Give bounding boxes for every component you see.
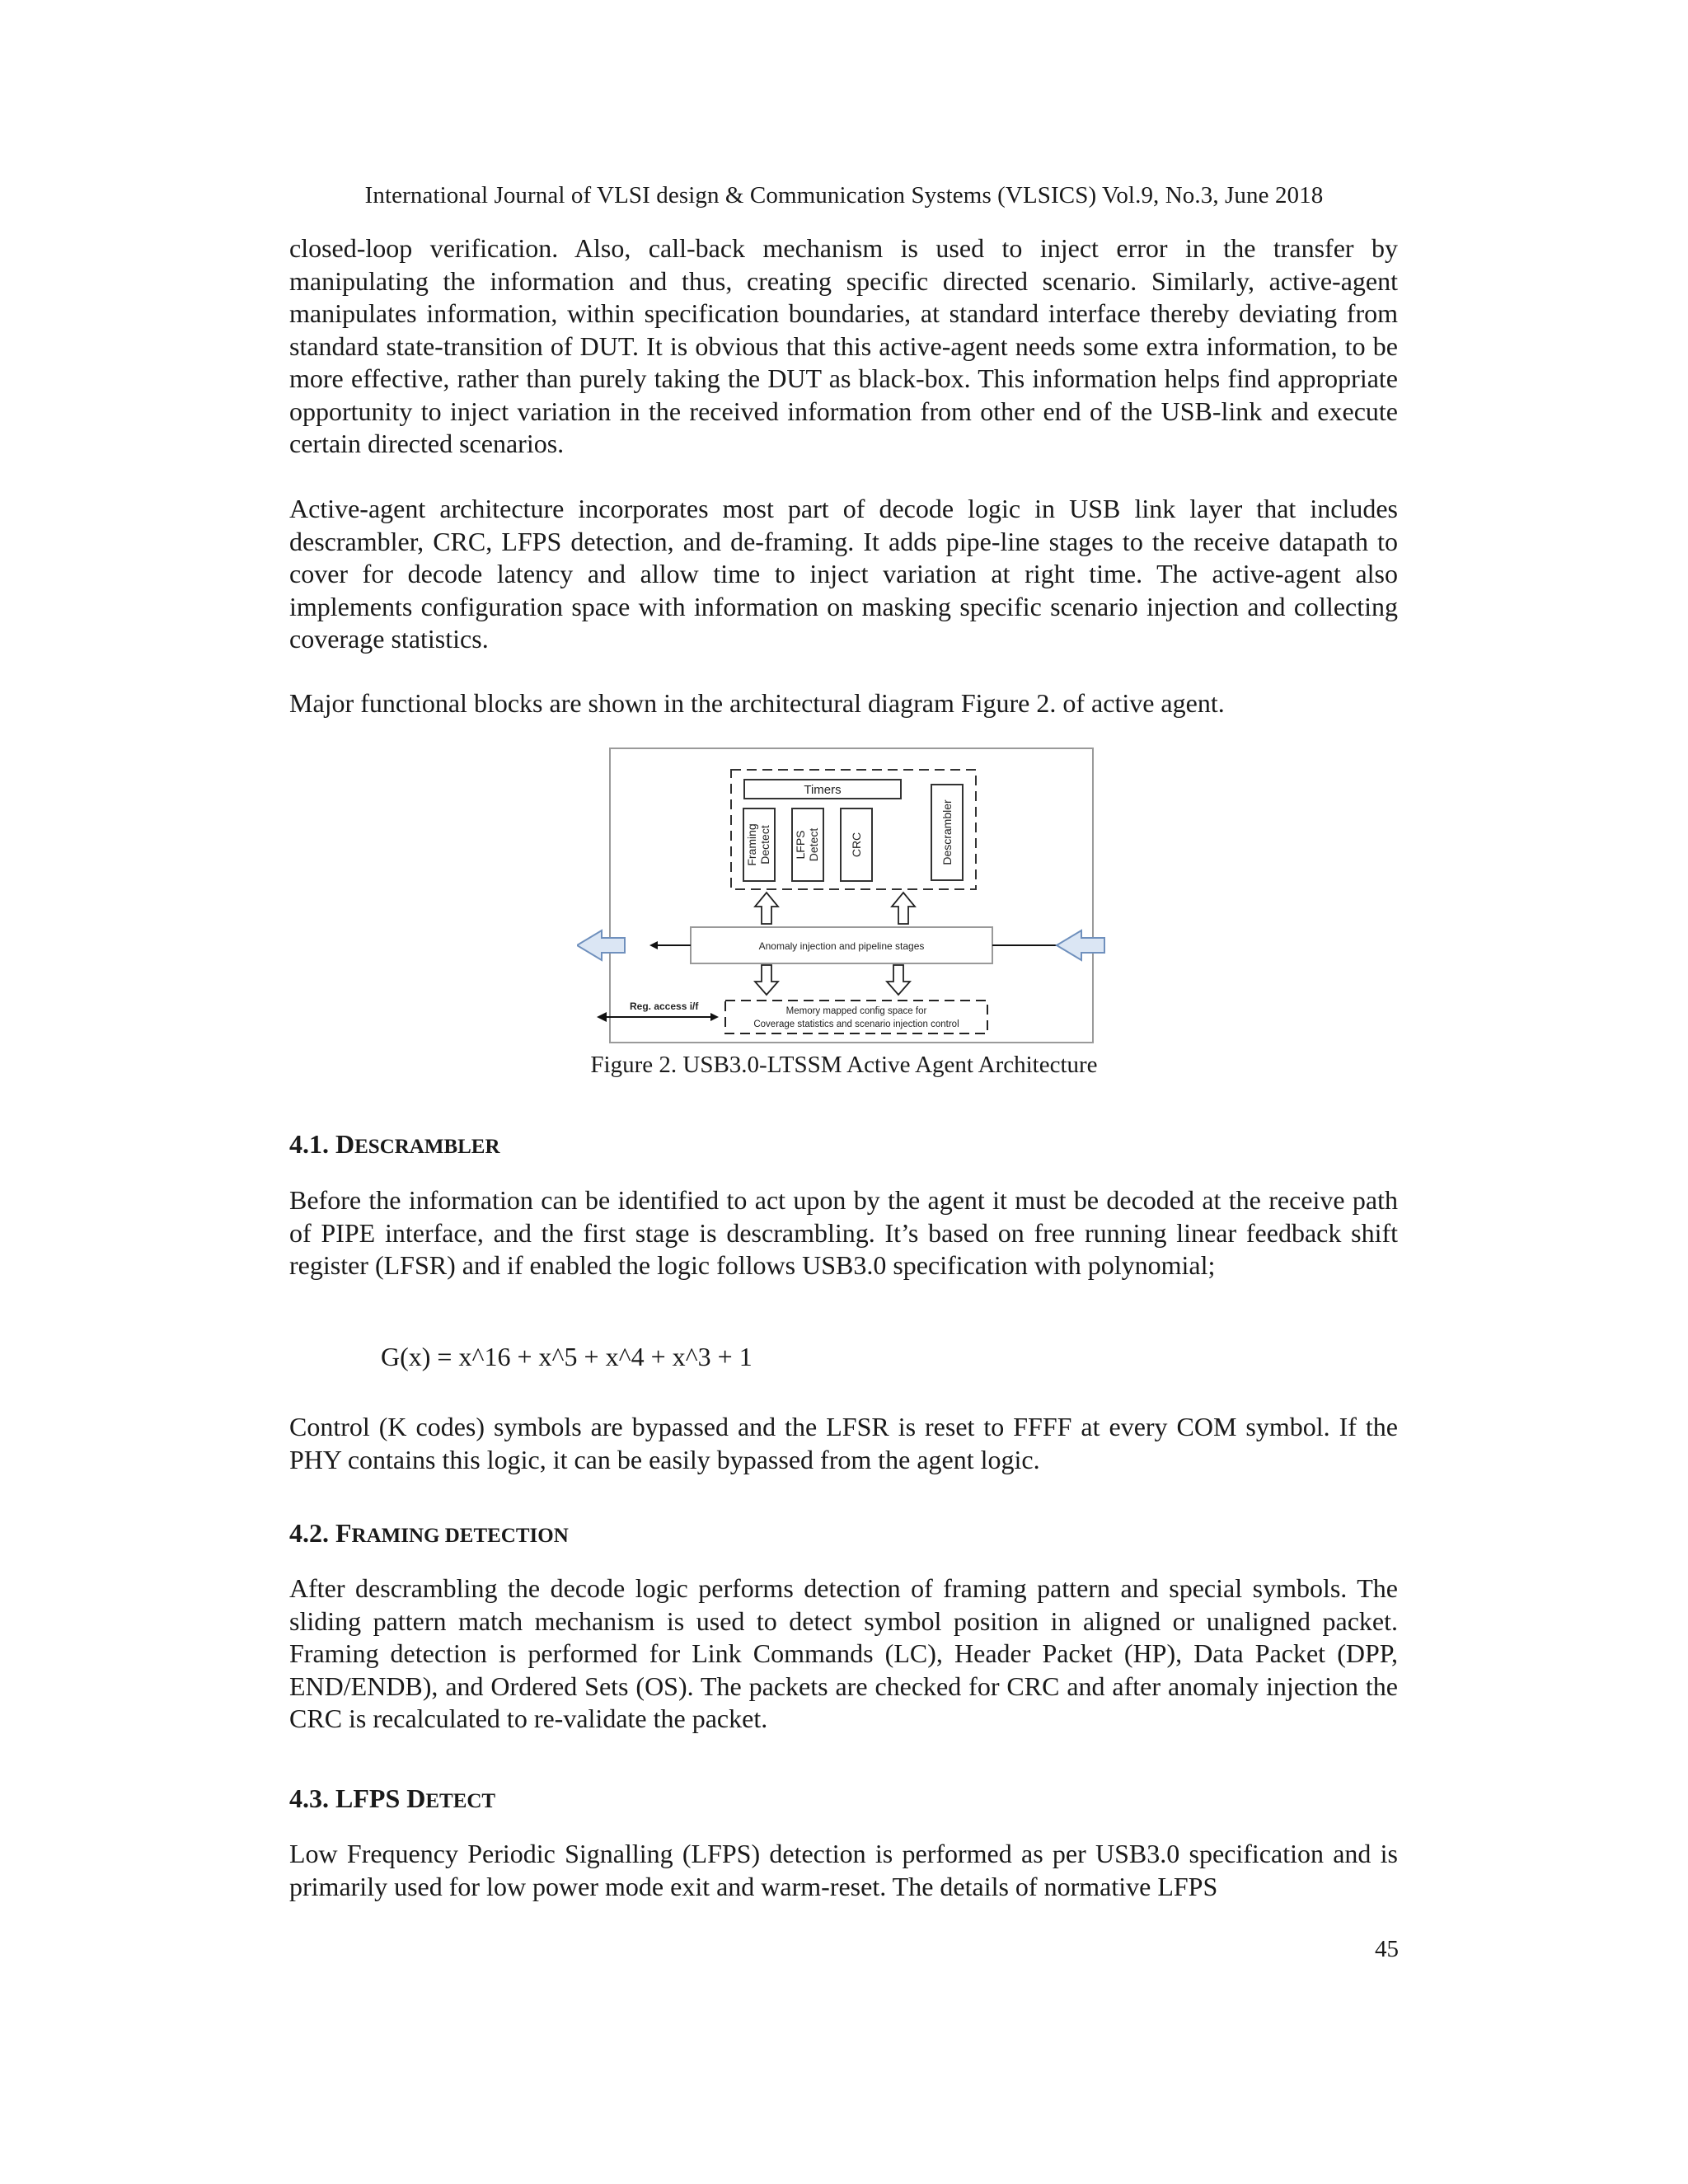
- paragraph-intro: [289, 232, 1398, 461]
- paragraph: After descrambling the decode logic performs detection of framing pattern and special symbols. The sliding pattern match mechanism is used to detect symbol position in aligned or unaligned packet. Framing detection is performed for Link Commands (LC), Header Packet (HP), Data Packet (DPP, END/ENDB), and Ordered Sets (OS). The packets are checked for CRC and after anomaly injection the CRC is recalculated to re-validate the packet.: [289, 1573, 1398, 1733]
- section-title-initial: LFPS D: [335, 1783, 426, 1813]
- descrambler-label: Descrambler: [940, 799, 954, 865]
- section-number: 4.3.: [289, 1783, 329, 1813]
- section-heading-lfps: [289, 1783, 495, 1814]
- paragraph-framing: [289, 1572, 1398, 1736]
- section-title-rest: RAMING DETECTION: [351, 1525, 569, 1547]
- reg-access-arrowhead-left: [597, 1012, 607, 1022]
- paragraph: Low Frequency Periodic Signalling (LFPS) detection is performed as per USB3.0 specification and is primarily used for low power mode exit and warm-reset. The details of normative LFPS: [289, 1839, 1398, 1901]
- section-number: 4.2.: [289, 1518, 329, 1548]
- section-heading-descrambler: [289, 1129, 500, 1160]
- paragraph-architecture: [289, 493, 1398, 656]
- timers-label: Timers: [804, 783, 842, 797]
- section-title-rest: ESCRAMBLER: [354, 1136, 500, 1158]
- lfps-detect-label-2: Detect: [807, 827, 820, 862]
- section-title-rest: ETECT: [425, 1790, 496, 1812]
- crc-label: CRC: [850, 832, 863, 858]
- memory-config-label-1: Memory mapped config space for: [785, 1006, 927, 1016]
- memory-config-label-2: Coverage statistics and scenario injection control: [753, 1019, 959, 1029]
- paragraph-lfps: [289, 1838, 1398, 1903]
- paragraph: Before the information can be identified to act upon by the agent it must be decoded at the receive path of PIPE interface, and the first stage is descrambling. It’s based on free running linear feedback shift register (LFSR) and if enabled the logic follows USB3.0 specification with polynomial;: [289, 1185, 1398, 1280]
- paragraph-figure-ref: [289, 687, 1398, 720]
- paragraph: closed-loop verification. Also, call-back mechanism is used to inject error in the transfer by manipulating the information and thus, creating specific directed scenario. Similarly, active-agent manipulates information, within specification boundaries, at standard interface thereby deviating from standard state-transition of DUT. It is obvious that this active-agent needs some extra information, to be more effective, rather than purely taking the DUT as black-box. This information helps find appropriate opportunity to inject variation in the received information from other end of the USB-link and execute certain directed scenarios.: [289, 233, 1398, 458]
- section-number: 4.1.: [289, 1129, 329, 1159]
- framing-detect-label-2: Dectect: [758, 825, 771, 865]
- figure-caption: Figure 2. USB3.0-LTSSM Active Agent Architecture: [590, 1052, 1098, 1078]
- anomaly-injection-label: Anomaly injection and pipeline stages: [758, 940, 925, 952]
- paragraph-k-codes: [289, 1411, 1398, 1476]
- page-number: 45: [1375, 1936, 1399, 1962]
- section-title-initial: F: [335, 1518, 352, 1548]
- diagram-svg: [577, 742, 1121, 1051]
- paragraph: Major functional blocks are shown in the architectural diagram Figure 2. of active agent.: [289, 688, 1225, 718]
- lfps-detect-label-1: LFPS: [794, 830, 807, 860]
- reg-access-label: Reg. access i/f: [630, 1001, 699, 1012]
- paragraph: Active-agent architecture incorporates most part of decode logic in USB link layer that includes descrambler, CRC, LFPS detection, and de-framing. It adds pipe-line stages to the receive datapath to cover for decode latency and allow time to inject variation at right time. The active-agent also implements configuration space with information on masking specific scenario injection and collecting coverage statistics.: [289, 494, 1398, 654]
- paragraph: Control (K codes) symbols are bypassed and the LFSR is reset to FFFF at every COM symbol. If the PHY contains this logic, it can be easily bypassed from the agent logic.: [289, 1412, 1398, 1474]
- architecture-diagram: [577, 742, 1121, 1051]
- section-title-initial: D: [335, 1129, 355, 1159]
- framing-detect-label-1: Framing: [745, 823, 758, 866]
- paragraph-descrambler: [289, 1184, 1398, 1282]
- running-header: International Journal of VLSI design & Communication Systems (VLSICS) Vol.9, No.3, June 2018: [364, 182, 1324, 209]
- polynomial-formula: G(x) = x^16 + x^5 + x^4 + x^3 + 1: [381, 1342, 753, 1371]
- section-heading-framing: [289, 1518, 569, 1549]
